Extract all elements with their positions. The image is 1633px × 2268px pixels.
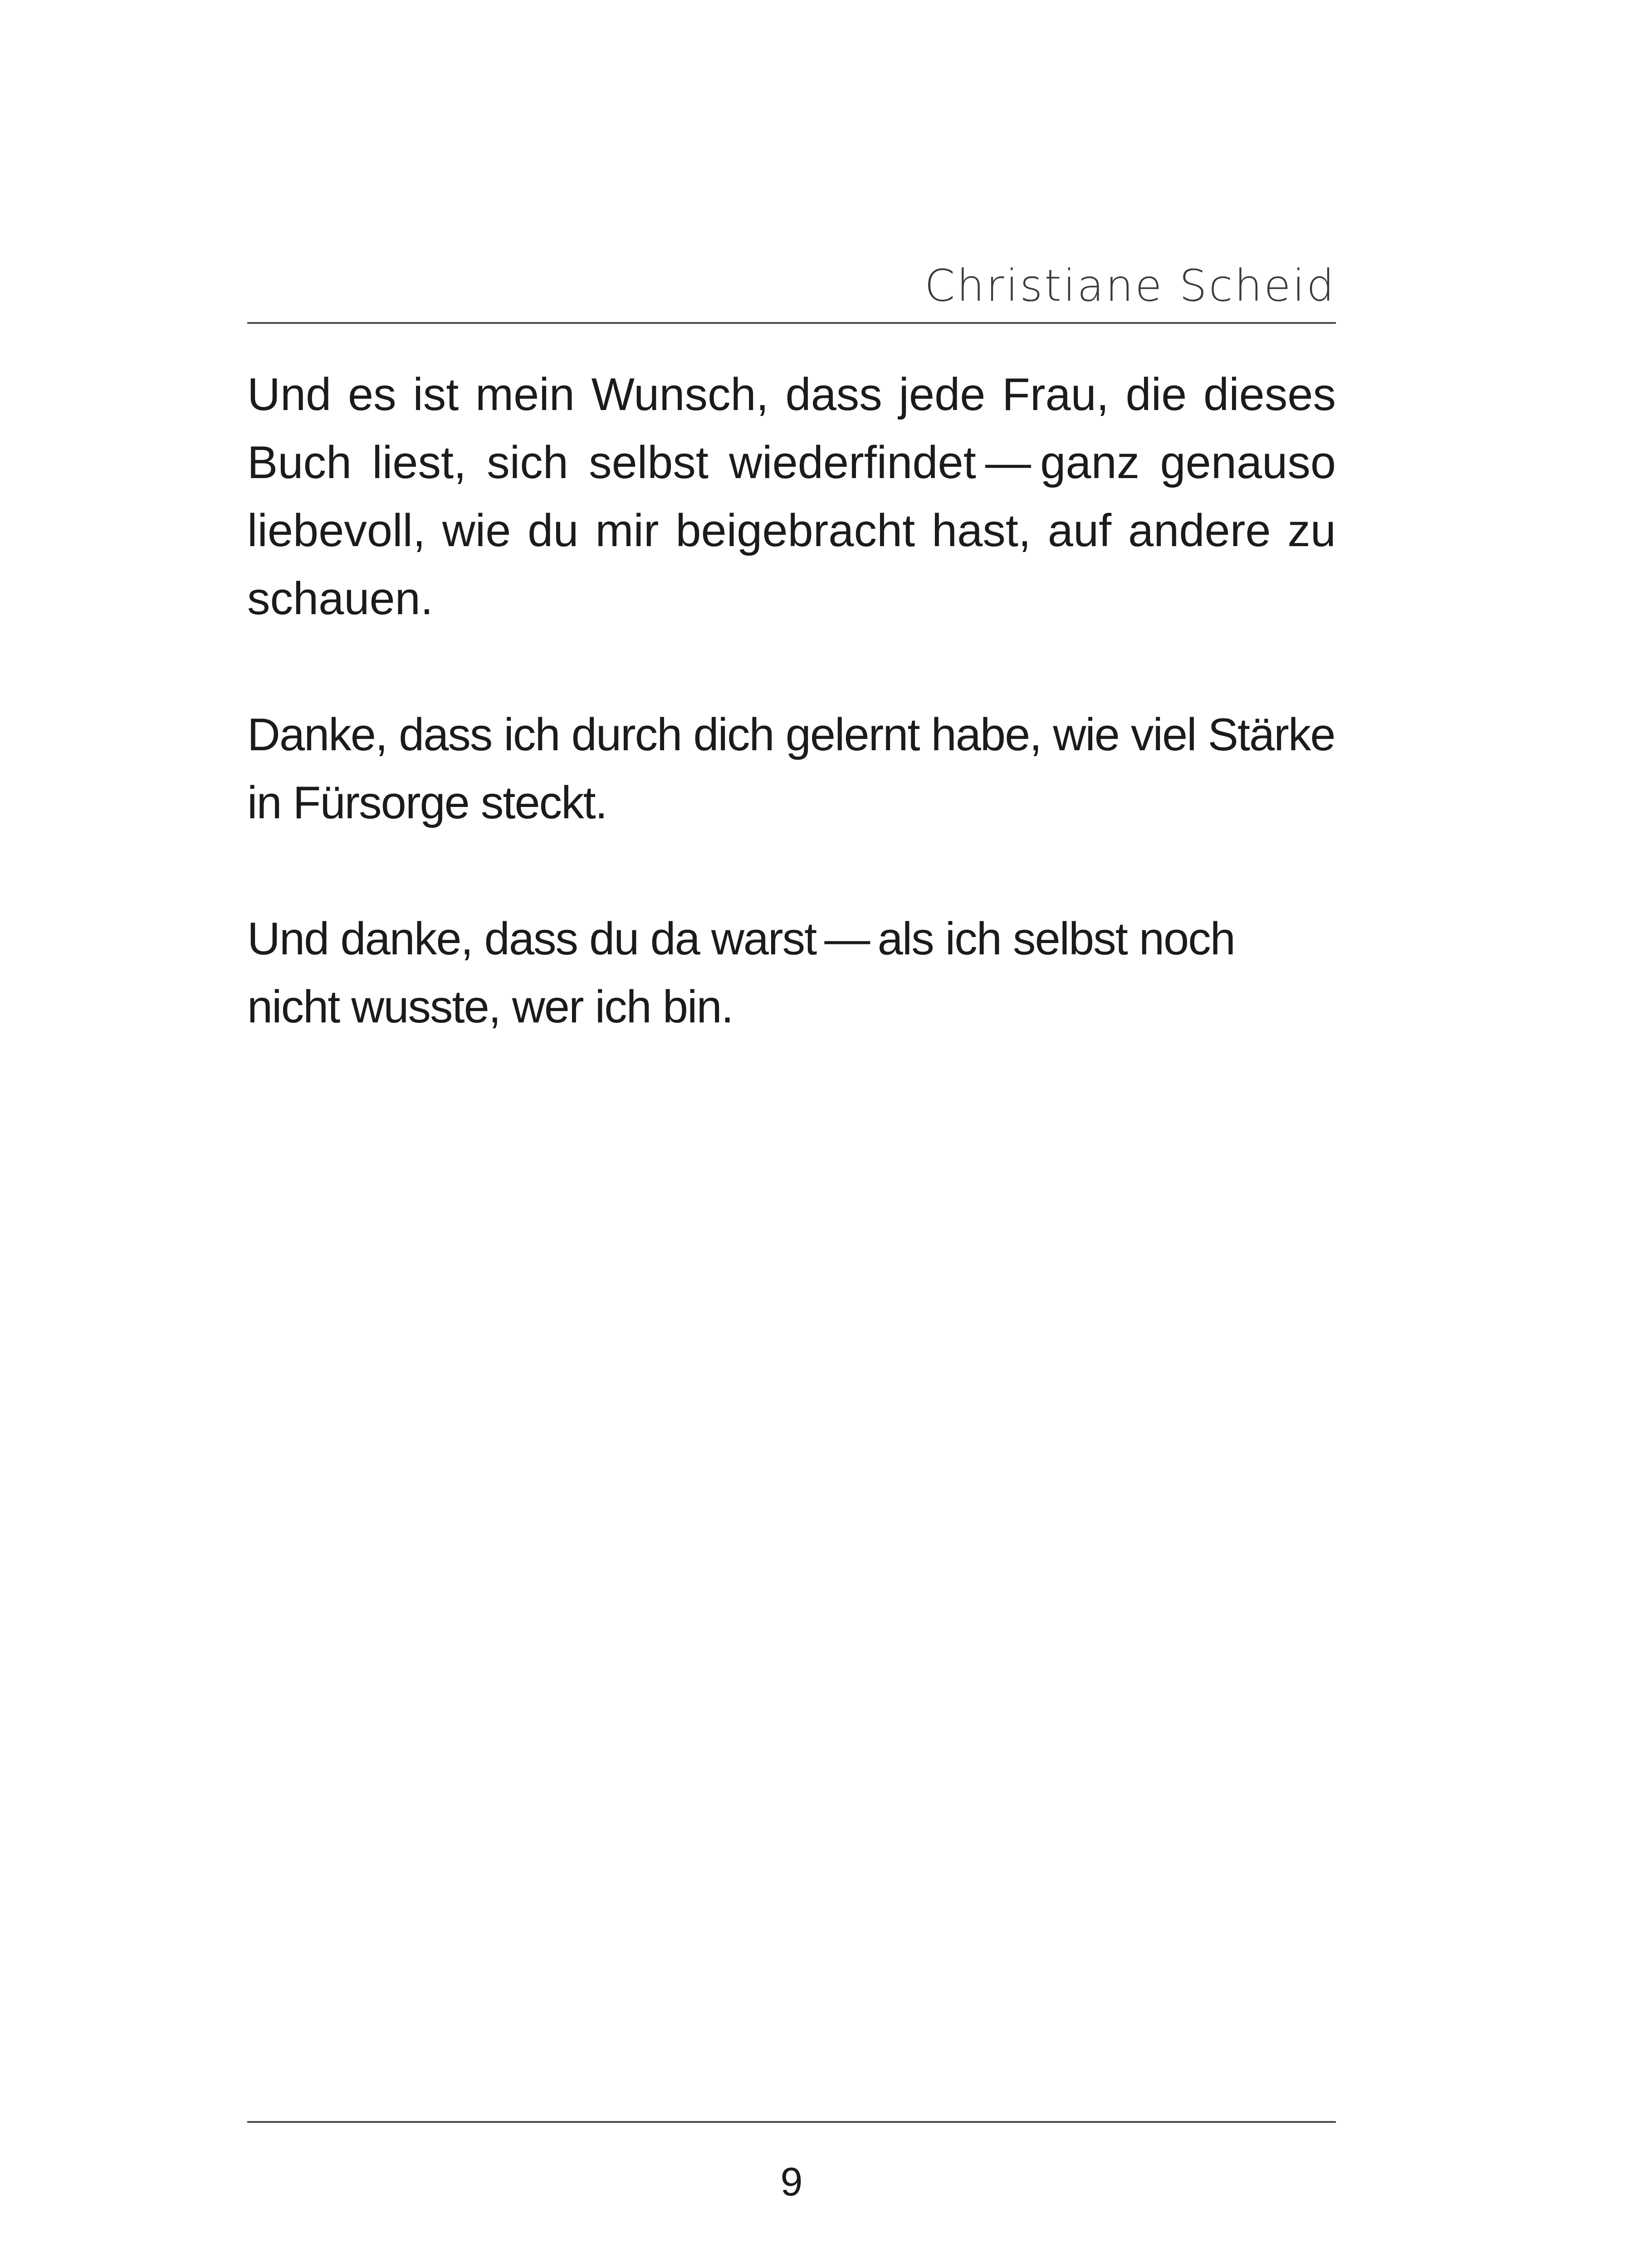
page-number: 9 xyxy=(780,2159,803,2204)
paragraph-1: Und es ist mein Wunsch, dass jede Frau, die dieses Buch liest, sich selbst wiederfindet — ganz genauso liebevoll, wie du mir beigebracht hast, auf andere zu schauen. xyxy=(247,369,1336,624)
paragraph-3: Und danke, dass du da warst — als ich selbst noch nicht wusste, wer ich bin. xyxy=(247,914,1235,1032)
header-rule xyxy=(247,322,1336,324)
footer-rule xyxy=(247,2121,1336,2123)
running-head-author: Christiane Scheid xyxy=(924,260,1336,311)
body-text xyxy=(247,361,1336,1109)
paragraph-2: Danke, dass ich durch dich gelernt habe, wie viel Stärke in Fürsorge steckt. xyxy=(247,709,1335,828)
